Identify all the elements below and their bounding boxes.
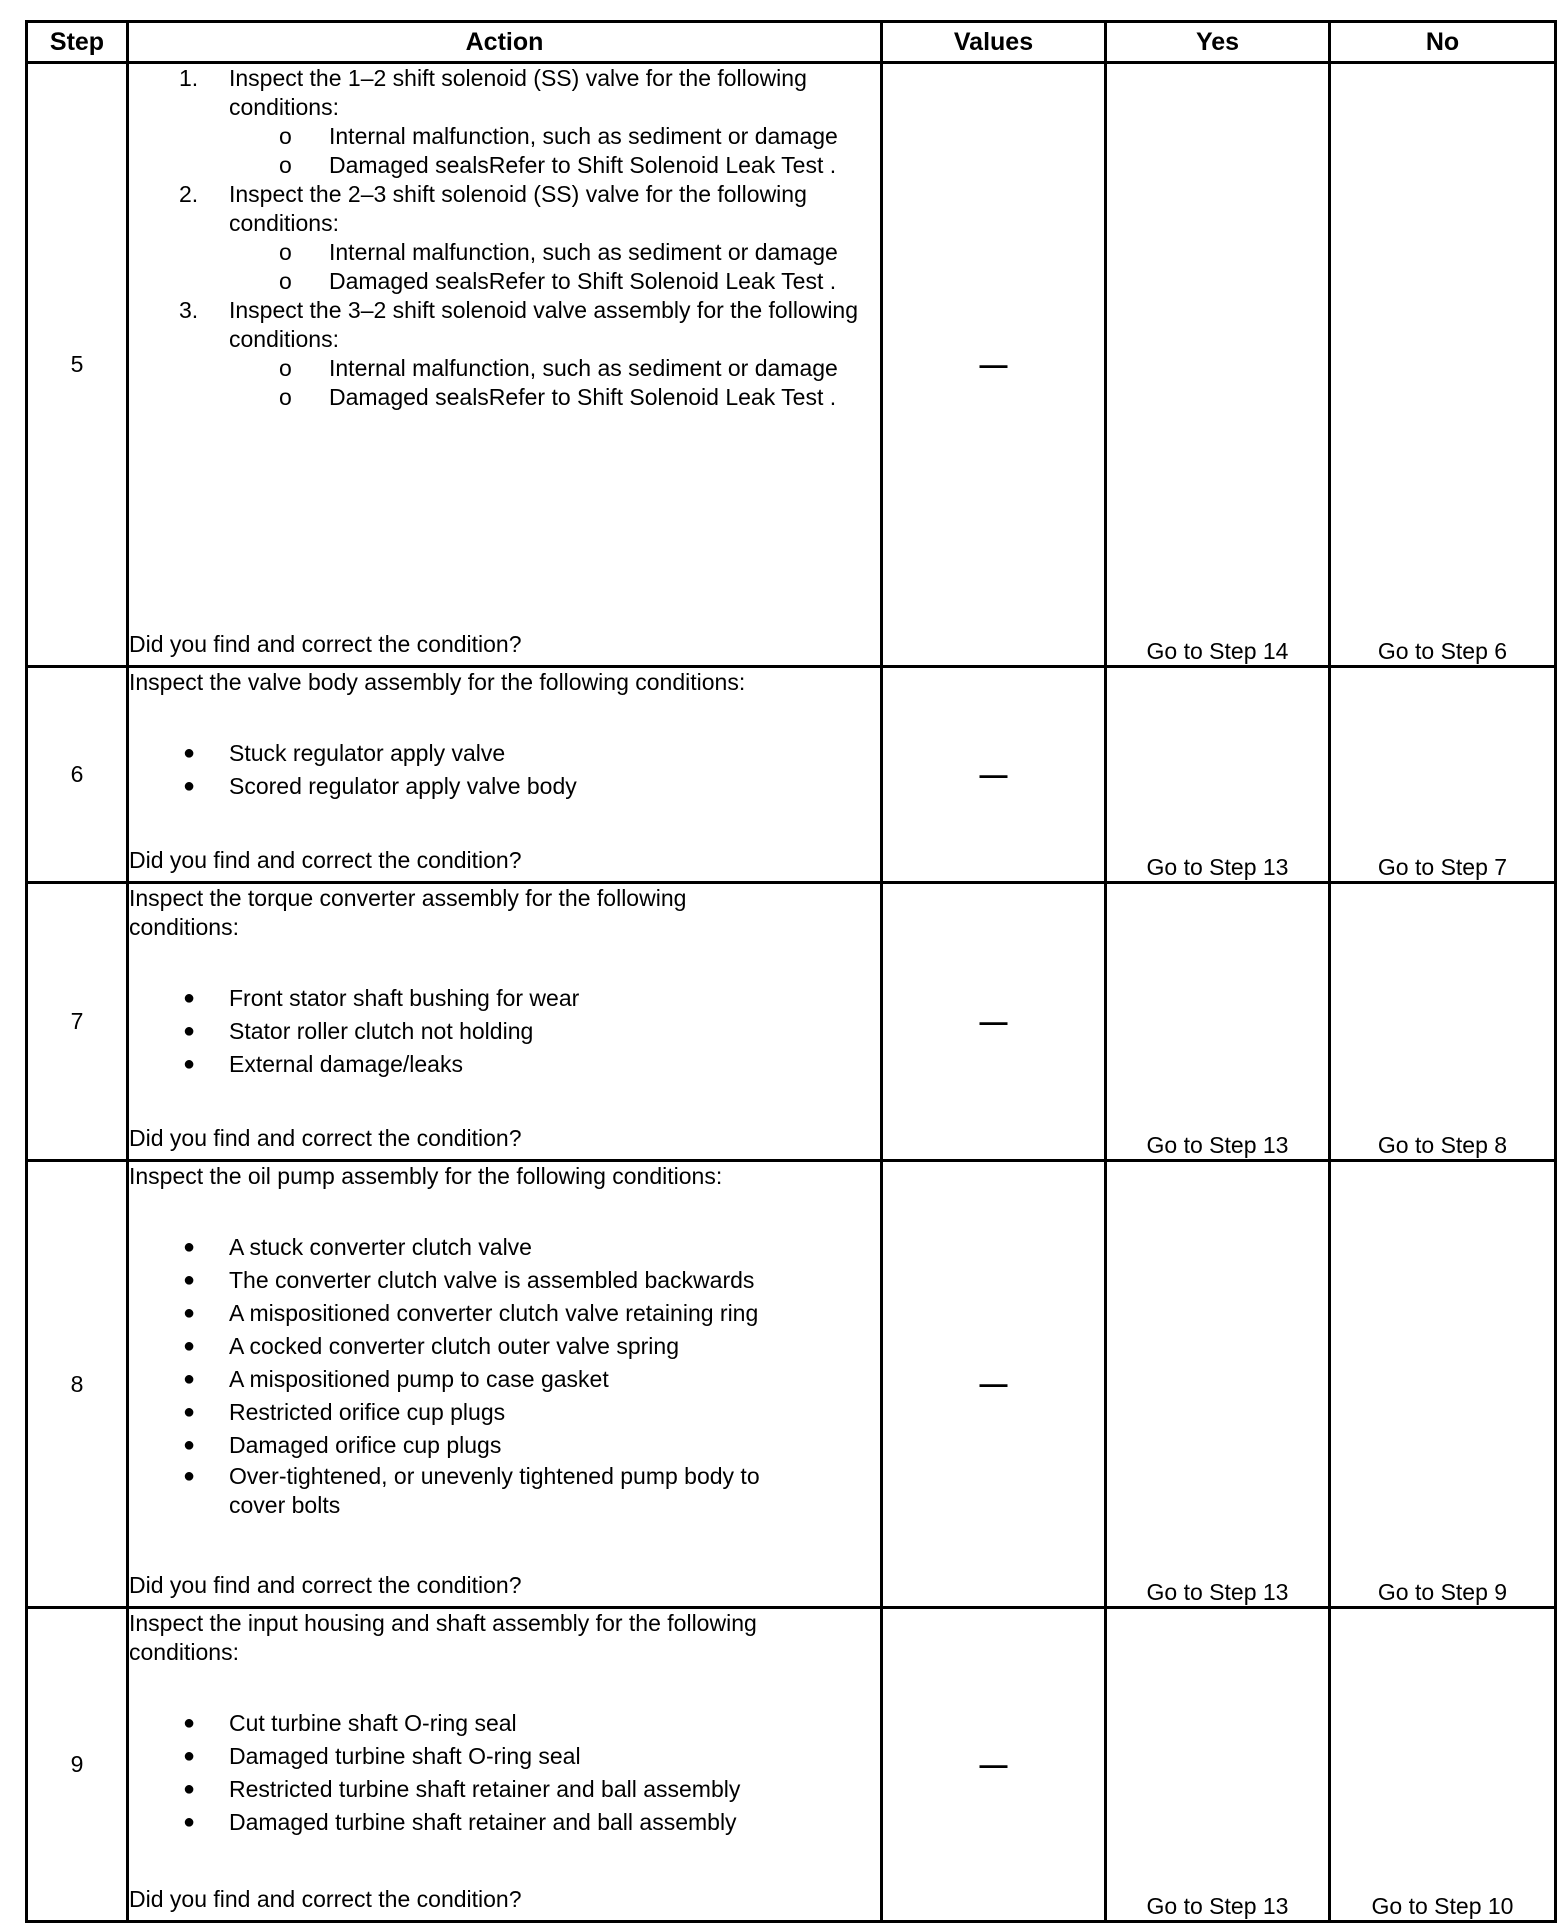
list-item-text: Stator roller clutch not holding [229,1018,534,1044]
yes-cell: Go to Step 13 [1106,1161,1330,1608]
sub-item [229,122,880,151]
item-text: Inspect the 2–3 shift solenoid (SS) valve for the following conditions: [229,181,807,236]
circle-bullet-icon: o [279,123,292,149]
bullet-icon: ● [183,1302,196,1324]
bullet-icon: ● [183,1465,196,1487]
list-item [129,1264,880,1297]
sub-item-text: Damaged sealsRefer to Shift Solenoid Leak Test . [329,152,837,178]
list-item-text: Damaged turbine shaft retainer and ball assembly [229,1809,737,1835]
circle-bullet-icon: o [279,384,292,410]
diagnostic-table [25,20,1557,1923]
bullet-list [129,982,880,1081]
values-cell: — [882,883,1106,1161]
sub-item [229,238,880,267]
question-text: Did you find and correct the condition? [129,1886,522,1912]
bullet-icon: ● [183,1745,196,1767]
no-cell: Go to Step 7 [1330,667,1556,883]
list-item-text: A cocked converter clutch outer valve spring [229,1333,680,1359]
question-text: Did you find and correct the condition? [129,1125,522,1151]
no-cell: Go to Step 10 [1330,1608,1556,1922]
bullet-icon: ● [183,1269,196,1291]
bullet-icon: ● [183,1236,196,1258]
list-item [129,1297,880,1330]
question-text: Did you find and correct the condition? [129,847,522,873]
step-number: 7 [27,883,128,1161]
values-cell: — [882,1608,1106,1922]
bullet-icon: ● [183,1335,196,1357]
list-item [129,1396,880,1429]
item-number: 3. [179,297,199,323]
question-text: Did you find and correct the condition? [129,1572,522,1598]
sub-item-text: Damaged sealsRefer to Shift Solenoid Leak Test . [329,384,837,410]
list-item [129,1048,880,1081]
action-intro: Inspect the oil pump assembly for the following conditions: [129,1163,723,1189]
sub-item [229,354,880,383]
action-cell [128,667,882,883]
action-intro: Inspect the valve body assembly for the following conditions: [129,669,746,695]
action-cell [128,1608,882,1922]
bullet-icon: ● [183,1712,196,1734]
list-item-text: Front stator shaft bushing for wear [229,985,580,1011]
yes-cell: Go to Step 14 [1106,63,1330,667]
item-text: Inspect the 3–2 shift solenoid valve assembly for the following conditions: [229,297,859,352]
sub-item-text: Internal malfunction, such as sediment or damage [329,355,838,381]
circle-bullet-icon: o [279,355,292,381]
bullet-icon: ● [183,1401,196,1423]
sub-item-text: Damaged sealsRefer to Shift Solenoid Leak Test . [329,268,837,294]
list-item-text: Damaged orifice cup plugs [229,1432,502,1458]
list-item [129,1806,880,1839]
bullet-list [129,1707,880,1839]
numbered-item [129,64,880,180]
item-number: 1. [179,65,199,91]
action-cell [128,1161,882,1608]
list-item-text: A mispositioned pump to case gasket [229,1366,609,1392]
step-number: 6 [27,667,128,883]
numbered-item [129,180,880,296]
list-item [129,1363,880,1396]
sub-list [229,122,880,180]
list-item [129,770,880,803]
yes-cell: Go to Step 13 [1106,883,1330,1161]
sub-item [229,383,880,412]
table-row-step-7 [27,883,1556,1161]
bullet-list [129,737,880,803]
circle-bullet-icon: o [279,268,292,294]
bullet-icon: ● [183,1778,196,1800]
circle-bullet-icon: o [279,239,292,265]
table-row-step-9 [27,1608,1556,1922]
list-item-text: Over-tightened, or unevenly tightened pump body to cover bolts [229,1463,760,1518]
action-intro: Inspect the input housing and shaft assembly for the following conditions: [129,1610,757,1665]
circle-bullet-icon: o [279,152,292,178]
table-row-step-6 [27,667,1556,883]
bullet-icon: ● [183,1053,196,1075]
bullet-icon: ● [183,1811,196,1833]
header-values: Values [882,22,1106,63]
list-item [129,1330,880,1363]
list-item-text: The converter clutch valve is assembled backwards [229,1267,755,1293]
step-number: 9 [27,1608,128,1922]
header-row [27,22,1556,63]
question-text: Did you find and correct the condition? [129,631,522,657]
table-row-step-5 [27,63,1556,667]
sub-item [229,267,880,296]
list-item-text: A mispositioned converter clutch valve retaining ring [229,1300,759,1326]
header-yes: Yes [1106,22,1330,63]
bullet-list [129,1231,880,1520]
list-item [129,1462,769,1520]
list-item-text: Restricted orifice cup plugs [229,1399,506,1425]
no-cell: Go to Step 9 [1330,1161,1556,1608]
bullet-icon: ● [183,987,196,1009]
list-item [129,1773,880,1806]
step-number: 5 [27,63,128,667]
values-cell: — [882,63,1106,667]
item-text: Inspect the 1–2 shift solenoid (SS) valve for the following conditions: [229,65,807,120]
list-item-text: Stuck regulator apply valve [229,740,506,766]
action-cell [128,63,882,667]
sub-item-text: Internal malfunction, such as sediment or damage [329,123,838,149]
bullet-icon: ● [183,775,196,797]
no-cell: Go to Step 6 [1330,63,1556,667]
bullet-icon: ● [183,1020,196,1042]
step-number: 8 [27,1161,128,1608]
action-cell [128,883,882,1161]
list-item-text: Scored regulator apply valve body [229,773,577,799]
numbered-list [129,64,880,412]
list-item [129,1740,880,1773]
yes-cell: Go to Step 13 [1106,1608,1330,1922]
values-cell: — [882,667,1106,883]
header-no: No [1330,22,1556,63]
sub-list [229,238,880,296]
bullet-icon: ● [183,1434,196,1456]
list-item [129,1429,880,1462]
list-item-text: A stuck converter clutch valve [229,1234,532,1260]
sub-item-text: Internal malfunction, such as sediment or damage [329,239,838,265]
item-number: 2. [179,181,199,207]
no-cell: Go to Step 8 [1330,883,1556,1161]
numbered-item [129,296,880,412]
action-intro: Inspect the torque converter assembly for the following conditions: [129,885,687,940]
list-item [129,982,880,1015]
list-item-text: External damage/leaks [229,1051,463,1077]
list-item-text: Cut turbine shaft O-ring seal [229,1710,517,1736]
list-item [129,737,880,770]
list-item [129,1231,880,1264]
list-item [129,1707,880,1740]
sub-item [229,151,880,180]
list-item [129,1015,880,1048]
yes-cell: Go to Step 13 [1106,667,1330,883]
header-step: Step [27,22,128,63]
list-item-text: Damaged turbine shaft O-ring seal [229,1743,581,1769]
bullet-icon: ● [183,1368,196,1390]
bullet-icon: ● [183,742,196,764]
values-cell: — [882,1161,1106,1608]
table-row-step-8 [27,1161,1556,1608]
sub-list [229,354,880,412]
header-action: Action [128,22,882,63]
list-item-text: Restricted turbine shaft retainer and ball assembly [229,1776,741,1802]
